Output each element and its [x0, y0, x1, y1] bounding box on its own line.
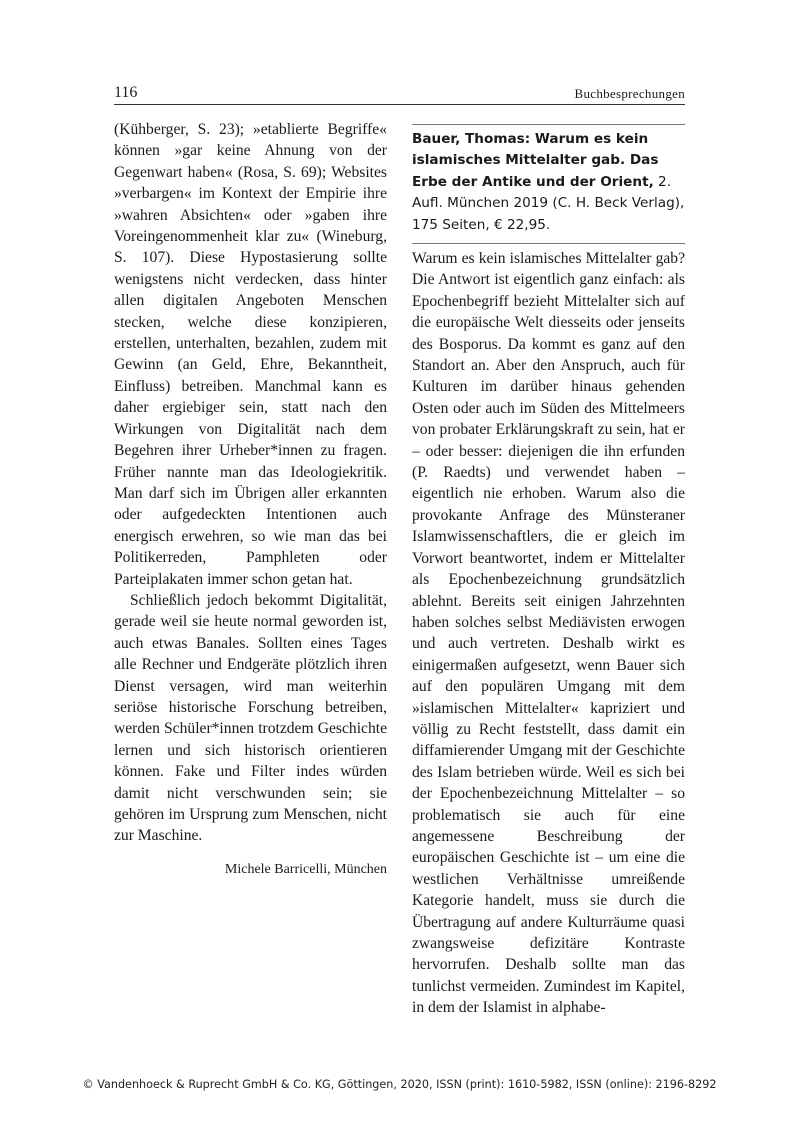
book-citation-block — [412, 124, 685, 244]
review-body — [412, 248, 685, 1019]
body-paragraph: Warum es kein islamisches Mittelalter gab? Die Antwort ist eigentlich ganz einfach: als Epochenbegriff bezieht Mittelalter sich auf die europäische Welt diesseits oder jenseits des Bosporus. Da kommt es ganz auf den Standort an. Aber den Anspruch, auch für Kulturen im darüber hinaus gehenden Osten oder auch im Süden des Mittelmeers von probater Erklärungskraft zu sein, hat er – oder besser: diejenigen die ihn erfunden (P. Raedts) und verwendet haben – eigentlich nie erhoben. Warum also die provokante Anfrage des Münsteraner Islamwissenschaftlers, die er gleich im Vorwort beantwortet, indem er Mittelalter als Epochenbezeichnung grundsätzlich ablehnt. Bereits seit einigen Jahrzehnten haben solches selbst Mediävisten erwogen und auch vertreten. Deshalb wirkt es einigermaßen aufgesetzt, wenn Bauer sich auf den populären Umgang mit dem »islamischen Mittelalter« kapriziert und völlig zu Recht feststellt, dass damit ein diffamierender Umgang mit der Geschichte des Islam betrieben würde. Weil es sich bei der Epochenbezeichnung Mittelalter – so problematisch sie auch für eine angemessene Beschreibung der europäischen Geschichte ist – um eine die westlichen Verhältnisse umreißende Kategorie handelt, muss sie durch die Übertragung auf andere Kulturräume quasi zwangsweise defizitäre Kontraste hervorrufen. Deshalb sollte man das tunlichst vermeiden. Zumindest im Kapitel, in dem der Islamist in alphabe- — [412, 250, 685, 1017]
copyright-notice: © Vandenhoeck & Ruprecht GmbH & Co. KG, Göttingen, 2020, ISSN (print): 1610-5982, ISSN (online): 2196-8292 — [82, 1078, 717, 1091]
header-rule — [114, 104, 685, 105]
citation-rule-top — [412, 124, 685, 125]
page-number: 116 — [114, 84, 138, 101]
left-column — [114, 119, 387, 880]
reviewer-signature: Michele Barricelli, München — [224, 861, 387, 877]
page-header — [114, 84, 685, 106]
book-details: 2. Aufl. München 2019 (C. H. Beck Verlag), 175 Seiten, € 22,95. — [412, 173, 685, 233]
page-footer — [0, 1078, 799, 1091]
book-citation — [412, 129, 685, 236]
citation-rule-bottom — [412, 243, 685, 244]
book-title: Bauer, Thomas: Warum es kein islamisches Mittelalter gab. Das Erbe der Antike und der Orient, — [412, 131, 659, 190]
body-paragraph: (Kühberger, S. 23); »etablierte Begriffe« können »gar keine Ahnung von der Gegenwart haben« (Rosa, S. 69); Websites »verbargen« im Kontext der Empirie ihre »wahren Absichten« oder »gaben ihre Voreingenommenheit klar zu« (Wineburg, S. 107). Diese Hypostasierung sollte wenigstens nicht verdecken, dass hinter allen digitalen Angeboten Menschen stecken, welche diese konzipieren, erstellen, unterhalten, bezahlen, zudem mit Gewinn (an Geld, Ehre, Bekanntheit, Einfluss) betreiben. Manchmal kann es daher ergiebiger sein, statt nach den Wirkungen von Digitalität nach dem Begehren ihrer Urheber*innen zu fragen. Früher nannte man das Ideologiekritik. Man darf sich im Übrigen aller erkannten oder aufgedeckten Intentionen auch energisch erwehren, so wie man das bei Politikerreden, Pamphleten oder Parteiplakaten immer schon getan hat. — [114, 121, 387, 588]
body-paragraph: Schließlich jedoch bekommt Digitalität, gerade weil sie heute normal geworden ist, auch etwas Banales. Sollten eines Tages alle Rechner und Endgeräte plötzlich ihren Dienst versagen, wird man weiterhin seriöse historische Forschung betreiben, werden Schüler*innen trotzdem Geschichte lernen und sich historisch orientieren können. Fake und Filter indes würden damit nicht verschwunden sein; sie gehören im Ursprung zum Menschen, nicht zur Maschine. — [114, 591, 387, 845]
running-head: Buchbesprechungen — [574, 86, 685, 101]
